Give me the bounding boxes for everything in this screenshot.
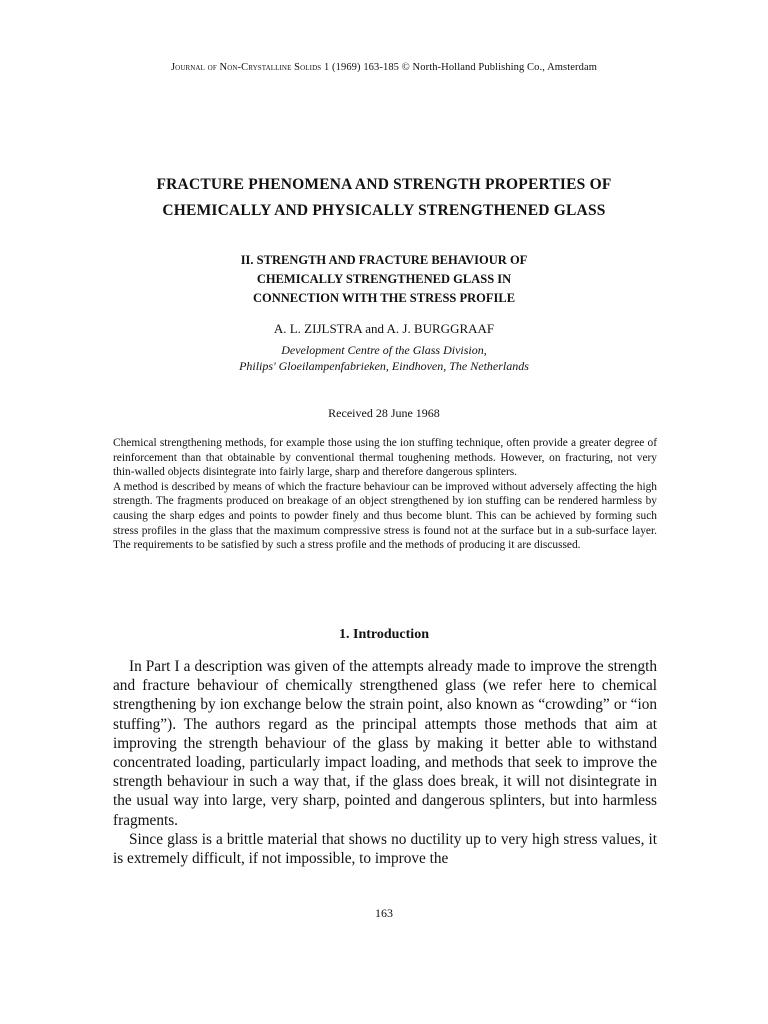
journal-citation: 1 (1969) 163-185 © North-Holland Publishing Co., Amsterdam [321,62,597,73]
affiliation-line: Development Centre of the Glass Division, [281,343,487,357]
subtitle-line: II. STRENGTH AND FRACTURE BEHAVIOUR OF [240,253,528,267]
affiliation-line: Philips' Gloeilampenfabrieken, Eindhoven, The Netherlands [239,359,529,373]
title-line: CHEMICALLY AND PHYSICALLY STRENGTHENED GLASS [162,202,606,219]
affiliation [0,342,768,374]
page-number: 163 [375,906,393,920]
abstract [113,436,657,553]
section-heading: 1. Introduction [339,627,429,642]
article-subtitle [100,251,668,308]
abstract-paragraph: A method is described by means of which the fracture behaviour can be improved without adversely affecting the high strength. The fragments produced on breakage of an object strengthened by ion stuffing can be rendered harmless by causing the sharp edges and points to powder finely and thus become blunt. This can be achieved by forming such stress profiles in the glass that the maximum compressive stress is found not at the surface but in a sub-surface layer. The requirements to be satisfied by such a stress profile and the methods of producing it are discussed. [113,480,657,552]
body-paragraph: Since glass is a brittle material that shows no ductility up to very high stress values, it is extremely difficult, if not impossible, to improve the [113,830,657,868]
subtitle-line: CHEMICALLY STRENGTHENED GLASS IN [256,272,512,286]
body-paragraph: In Part I a description was given of the attempts already made to improve the strength and fracture behaviour of chemically strengthened glass (we refer here to chemical strengthening by ion exchange below the strain point, also known as “crowding” or “ion stuffing”). The authors regard as the principal attempts those methods that aim at improving the strength behaviour of the glass by making it better able to withstand concentrated loading, particularly impact loading, and methods that seek to improve the strength behaviour in such a way that, if the glass does break, it will not disintegrate in the usual way into large, very sharp, pointed and dangerous splinters, but into harmless fragments. [113,658,657,829]
running-header [0,62,768,73]
authors: A. L. ZIJLSTRA and A. J. BURGGRAAF [273,321,495,336]
abstract-paragraph: Chemical strengthening methods, for example those using the ion stuffing technique, often provide a greater degree of reinforcement than that obtainable by conventional thermal toughening methods. However, on fracturing, not very thin-walled objects disintegrate into fairly large, sharp and therefore dangerous splinters. [113,437,657,479]
article-title [60,172,708,224]
journal-name: Journal of Non-Crystalline Solids [170,62,322,73]
body-text [113,657,657,868]
received-date: Received 28 June 1968 [328,406,440,420]
title-line: FRACTURE PHENOMENA AND STRENGTH PROPERTIES OF [156,176,612,193]
subtitle-line: CONNECTION WITH THE STRESS PROFILE [252,291,516,305]
